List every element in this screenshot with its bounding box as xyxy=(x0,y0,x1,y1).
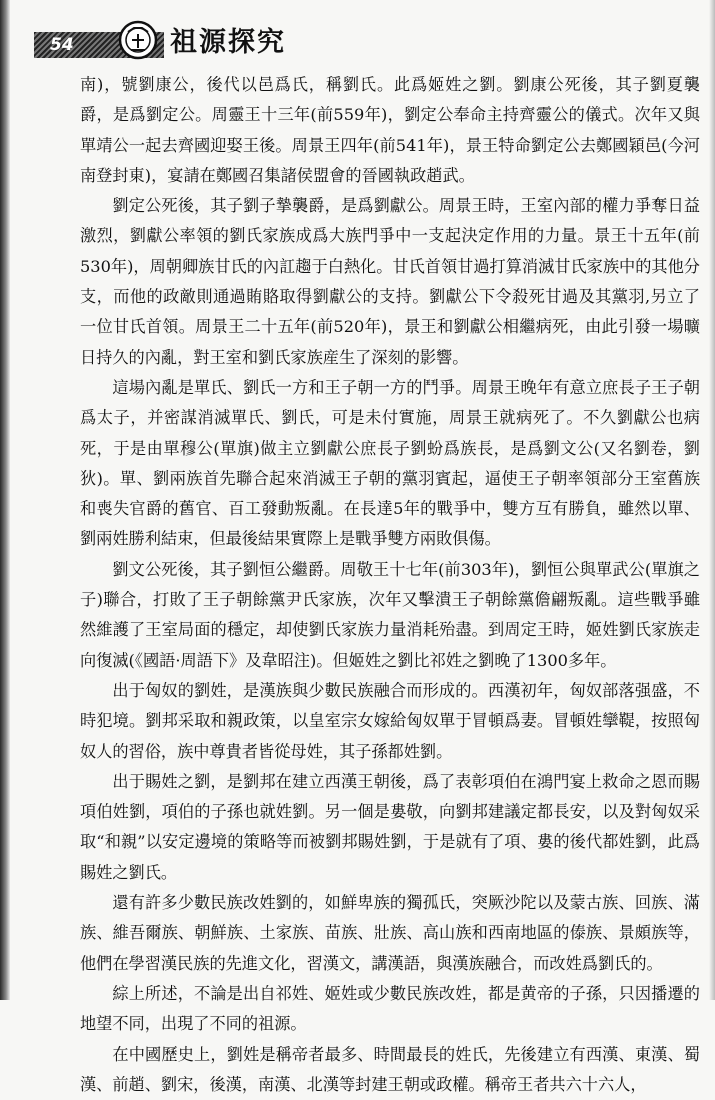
body-text xyxy=(80,70,700,1100)
section-title: 祖源探究 xyxy=(164,26,292,60)
paragraph: 這場內亂是單氏、劉氏一方和王子朝一方的鬥爭。周景王晚年有意立庶長子王子朝爲太子，并密謀消滅單氏、劉氏，可是未付實施，周景王就病死了。不久劉獻公也病死，于是由單穆公(單旗)做主立劉獻公庶長子劉蚡爲族長，是爲劉文公(又名劉卷，劉狄)。單、劉兩族首先聯合起來消滅王子朝的黨羽賓起，逼使王子朝率領部分王室舊族和喪失官爵的舊官、百工發動叛亂。在長達5年的戰爭中，雙方互有勝負，雖然以單、劉兩姓勝利結束，但最後結果實際上是戰爭雙方兩敗俱傷。 xyxy=(80,373,700,555)
paragraph: 劉定公死後，其子劉子摯襲爵，是爲劉獻公。周景王時，王室內部的權力爭奪日益激烈，劉獻公率領的劉氏家族成爲大族門爭中一支起決定作用的力量。景王十五年(前530年)，周朝卿族甘氏的內訌趨于白熱化。甘氏首領甘過打算消滅甘氏家族中的其他分支，而他的政敵則通過賄賂取得劉獻公的支持。劉獻公下令殺死甘過及其黨羽,另立了一位甘氏首領。周景王二十五年(前520年)，景王和劉獻公相繼病死，由此引發一場曠日持久的內亂，對王室和劉氏家族産生了深刻的影響。 xyxy=(80,191,700,373)
paragraph: 南)，號劉康公，後代以邑爲氏，稱劉氏。此爲姬姓之劉。劉康公死後，其子劉夏襲爵，是爲劉定公。周靈王十三年(前559年)，劉定公奉命主持齊靈公的儀式。次年又與單靖公一起去齊國迎娶王後。周景王四年(前541年)，景王特命劉定公去鄭國穎邑(今河南登封東)，宴請在鄭國召集諸侯盟會的晉國執政趙武。 xyxy=(80,70,700,191)
paragraph: 在中國歷史上，劉姓是稱帝者最多、時間最長的姓氏，先後建立有西漢、東漢、蜀漢、前趙、劉宋，後漢，南漢、北漢等封建王朝或政權。稱帝王者共六十六人， xyxy=(80,1040,700,1100)
page-number: 54 xyxy=(50,34,94,56)
page-header xyxy=(34,18,694,62)
paragraph: 出于賜姓之劉，是劉邦在建立西漢王朝後，爲了表彰項伯在鴻門宴上救命之恩而賜項伯姓劉，項伯的子孫也就姓劉。另一個是婁敬，向劉邦建議定都長安，以及對匈奴采取“和親”以安定邊境的策略等而被劉邦賜姓劉，于是就有了項、婁的後代都姓劉，此爲賜姓之劉氏。 xyxy=(80,767,700,888)
paragraph: 綜上所述，不論是出自祁姓、姬姓或少數民族改姓，都是黄帝的子孫，只因播遷的地望不同，出現了不同的祖源。 xyxy=(80,979,700,1040)
book-spine-shadow xyxy=(0,0,10,1000)
scan-edge-shadow xyxy=(709,0,715,1000)
paragraph: 劉文公死後，其子劉恒公繼爵。周敬王十七年(前303年)，劉恒公與單武公(單旗之子)聯合，打敗了王子朝餘黨尹氏家族，次年又擊潰王子朝餘黨儋翩叛亂。這些戰爭雖然維護了王室局面的穩定，却使劉氏家族力量消耗殆盡。到周定王時，姬姓劉氏家族走向復滅(《國語·周語下》及韋昭注)。但姬姓之劉比祁姓之劉晚了1300多年。 xyxy=(80,555,700,676)
paragraph: 還有許多少數民族改姓劉的，如鮮卑族的獨孤氏，突厥沙陀以及蒙古族、回族、滿族、維吾爾族、朝鮮族、土家族、苗族、壯族、高山族和西南地區的傣族、景頗族等，他們在學習漢民族的先進文化，習漢文，講漢語，與漢族融合，而改姓爲劉氏的。 xyxy=(80,888,700,979)
paragraph: 出于匈奴的劉姓，是漢族與少數民族融合而形成的。西漢初年，匈奴部落强盛，不時犯境。劉邦采取和親政策，以皇室宗女嫁給匈奴單于冒頓爲妻。冒頓姓攣鞮，按照匈奴人的習俗，族中尊貴者皆從母姓，其子孫都姓劉。 xyxy=(80,676,700,767)
emblem-icon xyxy=(118,20,158,60)
